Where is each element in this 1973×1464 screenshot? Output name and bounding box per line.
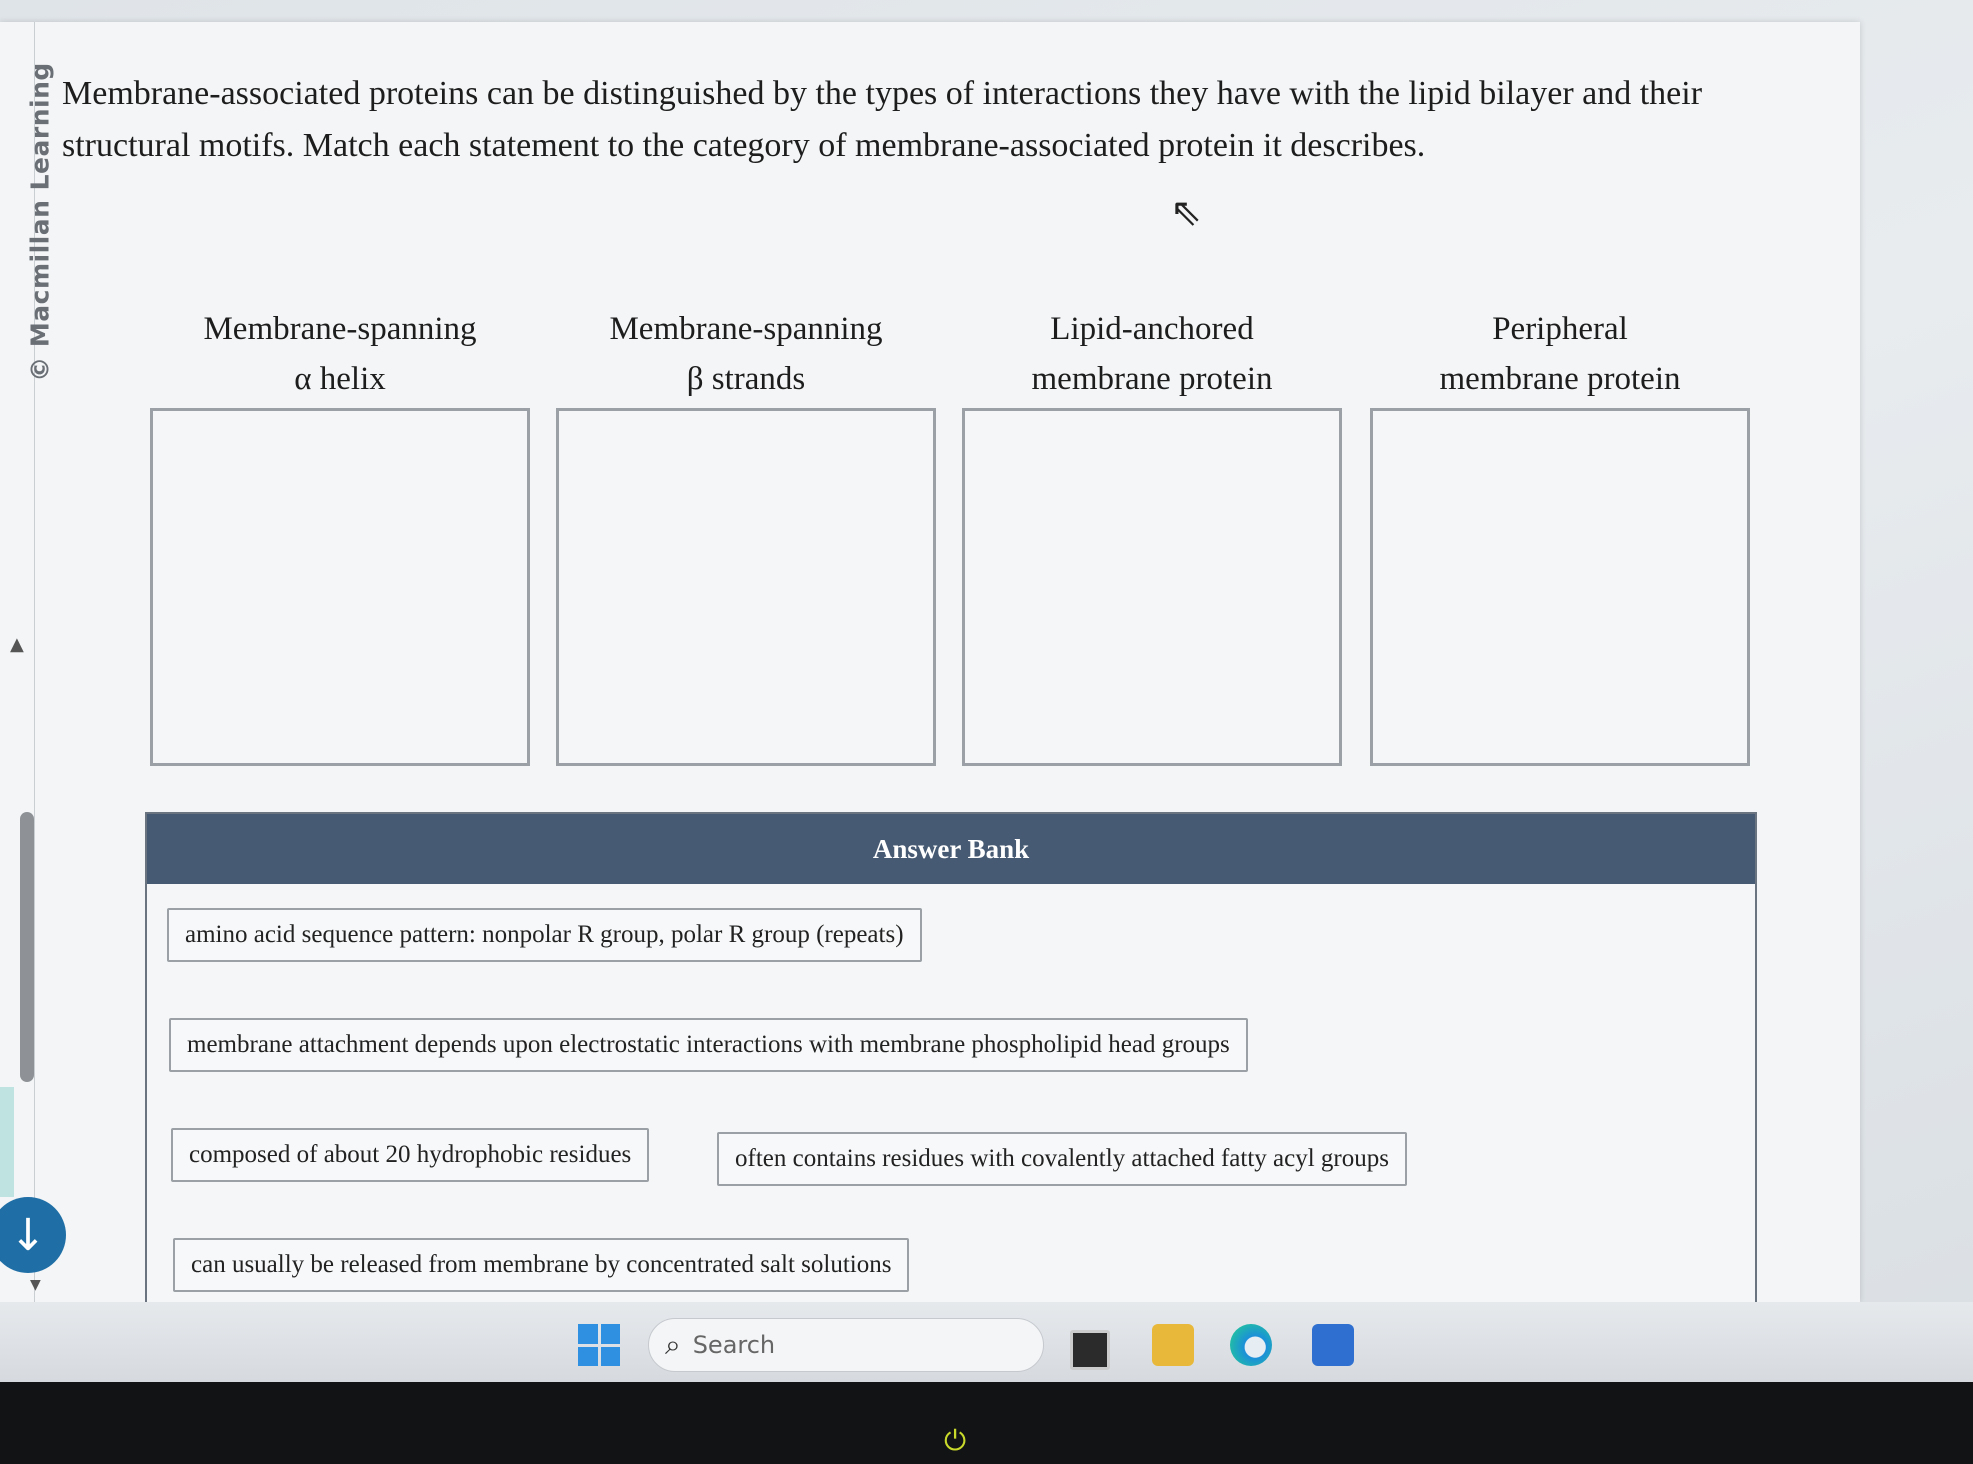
- collapse-up-icon[interactable]: ▲: [10, 634, 24, 655]
- category-title: Lipid-anchored membrane protein: [1031, 311, 1273, 397]
- category-column-peripheral: [1370, 304, 1750, 766]
- monitor-bezel: [0, 1382, 1973, 1464]
- question-text: Membrane-associated proteins can be distinguished by the types of interactions they have with the lipid bilayer and their structural motifs. Match each statement to the category of membrane-associated protein it describes.: [62, 75, 1703, 164]
- power-icon: ⏻: [944, 1424, 967, 1457]
- answer-bank: [145, 812, 1757, 1332]
- answer-chip[interactable]: can usually be released from membrane by concentrated salt solutions: [173, 1238, 909, 1292]
- brand-watermark: [10, 62, 70, 382]
- drop-zone-alpha-helix[interactable]: [150, 408, 530, 766]
- brand-text: © Macmillan Learning: [25, 62, 55, 382]
- category-title: Peripheral membrane protein: [1439, 311, 1681, 397]
- category-title: Membrane-spanning β strands: [609, 311, 883, 397]
- answer-chip[interactable]: composed of about 20 hydrophobic residues: [171, 1128, 649, 1182]
- answer-chip[interactable]: often contains residues with covalently attached fatty acyl groups: [717, 1132, 1407, 1186]
- answer-bank-title: Answer Bank: [147, 814, 1755, 884]
- arrow-down-icon: ↓: [9, 1209, 47, 1261]
- question-page: [0, 22, 1860, 1302]
- folder-icon[interactable]: [1152, 1324, 1194, 1366]
- search-placeholder: Search: [692, 1331, 776, 1359]
- drop-zone-lipid-anchored[interactable]: [962, 408, 1342, 766]
- taskbar: [0, 1302, 1973, 1382]
- drop-zone-beta-strands[interactable]: [556, 408, 936, 766]
- side-panel-edge: [0, 1087, 14, 1197]
- mouse-pointer-icon: ⇖: [1170, 190, 1202, 234]
- drop-zone-peripheral[interactable]: [1370, 408, 1750, 766]
- windows-logo-icon[interactable]: [578, 1324, 620, 1366]
- category-column-alpha-helix: [150, 304, 530, 766]
- edge-browser-icon[interactable]: [1230, 1324, 1272, 1366]
- category-column-lipid-anchored: [962, 304, 1342, 766]
- answer-chip[interactable]: membrane attachment depends upon electrostatic interactions with membrane phospholipid head groups: [169, 1018, 1248, 1072]
- answer-chip[interactable]: amino acid sequence pattern: nonpolar R group, polar R group (repeats): [167, 908, 922, 962]
- scrollbar-thumb[interactable]: [20, 812, 34, 1082]
- store-icon[interactable]: [1312, 1324, 1354, 1366]
- scroll-down-button[interactable]: [0, 1197, 66, 1273]
- taskbar-search-input[interactable]: [648, 1318, 1044, 1372]
- task-view-icon[interactable]: [1070, 1330, 1110, 1370]
- category-column-beta-strands: [556, 304, 936, 766]
- collapse-down-icon[interactable]: ▼: [30, 1277, 41, 1293]
- search-icon: ⌕: [665, 1328, 681, 1361]
- category-title: Membrane-spanning α helix: [203, 311, 477, 397]
